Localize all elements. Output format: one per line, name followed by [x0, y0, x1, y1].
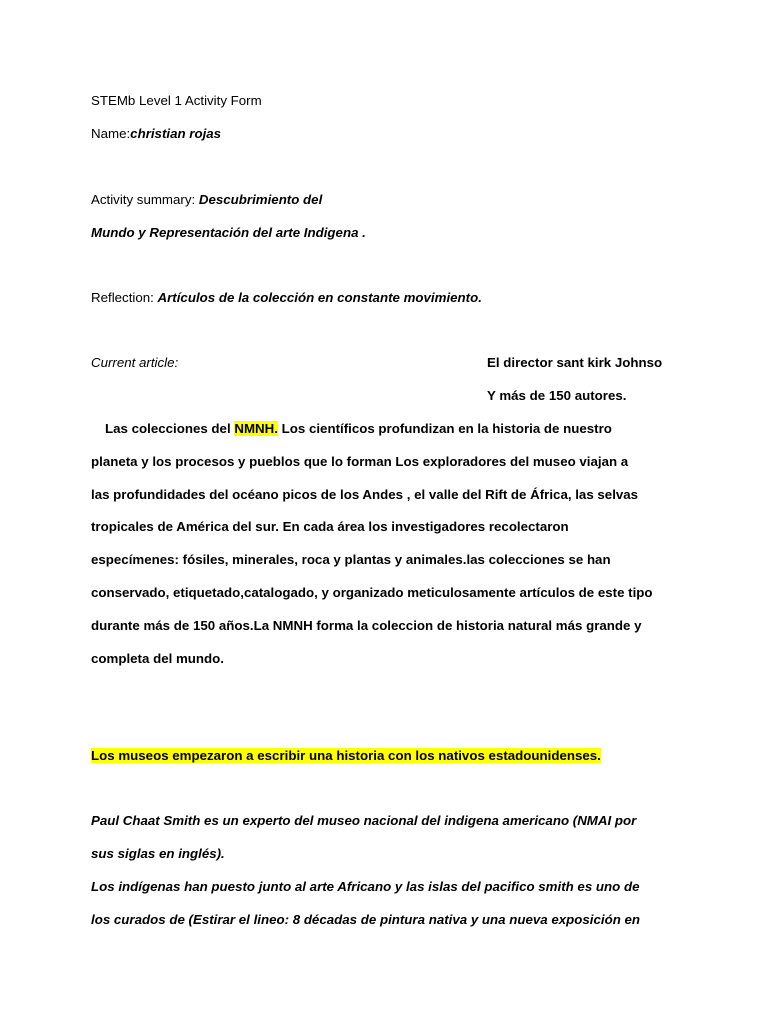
activity-summary-line	[91, 192, 322, 208]
reflection-label: Reflection:	[91, 290, 158, 305]
nmnh-highlight: NMNH.	[234, 421, 278, 436]
form-title: STEMb Level 1 Activity Form	[91, 93, 262, 108]
name-value: christian rojas	[130, 126, 222, 141]
paragraph1-line2: planeta y los procesos y pueblos que lo forman Los exploradores del museo viajan a	[91, 454, 629, 469]
current-article-label: Current article:	[91, 355, 179, 370]
section-heading-text: Los museos empezaron a escribir una historia con los nativos estadounidenses.	[91, 748, 601, 763]
author-line-2: Y más de 150 autores.	[487, 388, 627, 403]
reflection-line	[91, 290, 482, 306]
activity-summary-value-1: Descubrimiento del	[198, 192, 323, 207]
name-label: Name:	[91, 126, 131, 141]
paragraph1-start: Las colecciones del	[105, 421, 235, 436]
name-line	[91, 126, 221, 142]
paragraph1-line1	[105, 421, 612, 437]
paragraph1-line7: durante más de 150 años.La NMNH forma la coleccion de historia natural más grande y	[91, 618, 642, 633]
paragraph1-line1-rest: Los científicos profundizan en la historia de nuestro	[277, 421, 612, 436]
paragraph2-line3: Los indígenas han puesto junto al arte Africano y las islas del pacifico smith es uno de	[91, 879, 640, 894]
paragraph2-line4: los curados de (Estirar el lineo: 8 décadas de pintura nativa y una nueva exposición en	[91, 912, 641, 927]
section-heading	[91, 748, 601, 764]
paragraph1-line4: tropicales de América del sur. En cada área los investigadores recolectaron	[91, 519, 569, 534]
paragraph1-line6: conservado, etiquetado,catalogado, y organizado meticulosamente artículos de este tipo	[91, 585, 653, 600]
reflection-value: Artículos de la colección en constante movimiento.	[157, 290, 482, 305]
paragraph1-line8: completa del mundo.	[91, 651, 224, 666]
paragraph2-line2: sus siglas en inglés).	[91, 846, 225, 861]
paragraph1-line5: especímenes: fósiles, minerales, roca y plantas y animales.las colecciones se han	[91, 552, 611, 567]
author-line-1: El director sant kirk Johnso	[487, 355, 663, 370]
activity-summary-label: Activity summary:	[91, 192, 199, 207]
activity-summary-value-2: Mundo y Representación del arte Indigena .	[91, 225, 366, 240]
paragraph2-line1: Paul Chaat Smith es un experto del museo nacional del indigena americano (NMAI por	[91, 813, 637, 828]
paragraph1-line3: las profundidades del océano picos de los Andes , el valle del Rift de África, las selvas	[91, 487, 639, 502]
